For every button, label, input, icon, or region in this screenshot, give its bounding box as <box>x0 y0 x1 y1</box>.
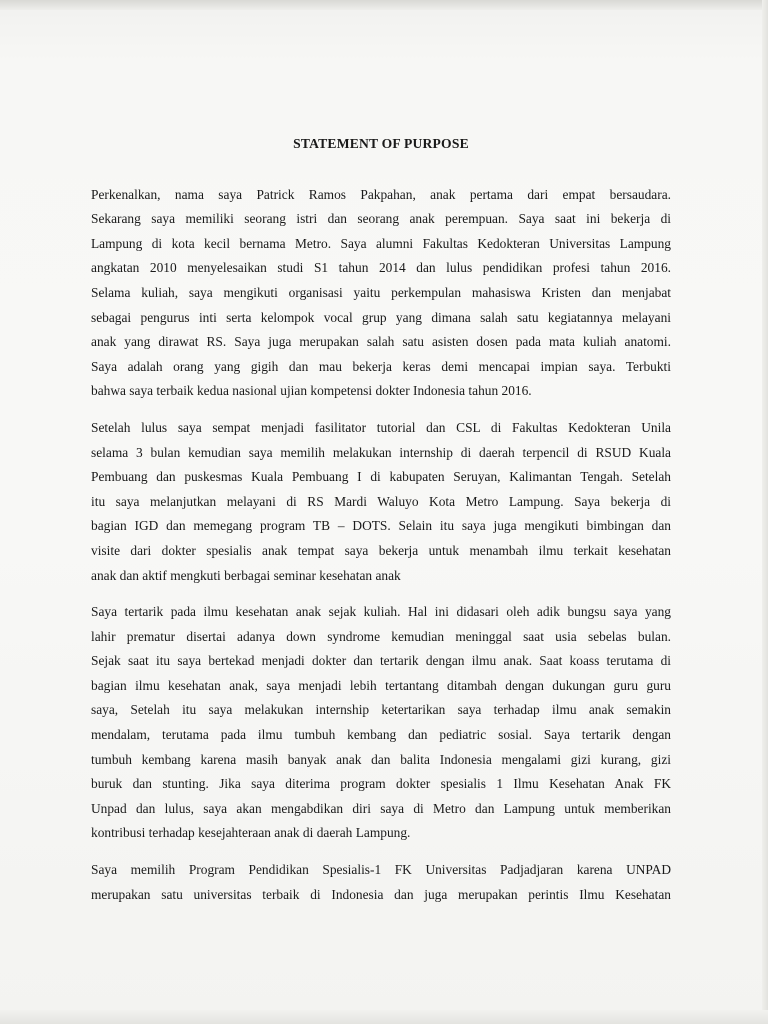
text-line: Setelah lulus saya sempat menjadi fasilitator tutorial dan CSL di Fakultas Kedokteran Unila <box>91 419 671 435</box>
text-line: Unpad dan lulus, saya akan mengabdikan diri saya di Metro dan Lampung untuk memberikan <box>91 800 671 816</box>
text-line: Selama kuliah, saya mengikuti organisasi yaitu perkempulan mahasiswa Kristen dan menjabat <box>91 284 671 300</box>
text-line: Sekarang saya memiliki seorang istri dan seorang anak perempuan. Saya saat ini bekerja di <box>91 211 671 227</box>
text-line: Perkenalkan, nama saya Patrick Ramos Pakpahan, anak pertama dari empat bersaudara. <box>91 186 671 202</box>
document-body <box>91 132 671 919</box>
text-line: Lampung di kota kecil bernama Metro. Saya alumni Fakultas Kedokteran Universitas Lampung <box>91 235 671 251</box>
text-line: lahir prematur disertai adanya down syndrome kemudian meninggal saat usia sebelas bulan. <box>91 628 671 644</box>
text-line: kontribusi terhadap kesejahteraan anak di daerah Lampung. <box>91 825 411 841</box>
text-line: bahwa saya terbaik kedua nasional ujian kompetensi dokter Indonesia tahun 2016. <box>91 383 532 399</box>
text-line: itu saya melanjutkan melayani di RS Mardi Waluyo Kota Metro Lampung. Saya bekerja di <box>91 493 671 509</box>
text-line: Saya adalah orang yang gigih dan mau bekerja keras demi mencapai impian saya. Terbukti <box>91 358 671 374</box>
text-line: bagian ilmu kesehatan anak, saya menjadi lebih tertantang ditambah dengan dukungan guru guru <box>91 677 671 693</box>
paragraph-motivation <box>91 600 671 846</box>
paragraph-work-experience <box>91 416 671 588</box>
text-line: merupakan satu universitas terbaik di Indonesia dan juga merupakan perintis Ilmu Kesehatan <box>91 886 671 902</box>
text-line: Sejak saat itu saya bertekad menjadi dokter dan tertarik dengan ilmu anak. Saat koass terutama di <box>91 653 671 669</box>
text-line: tumbuh kembang karena masih banyak anak dan balita Indonesia mengalami gizi kurang, gizi <box>91 751 671 767</box>
text-line: buruk dan stunting. Jika saya diterima program dokter spesialis 1 Ilmu Kesehatan Anak FK <box>91 776 671 792</box>
text-line: selama 3 bulan kemudian saya memilih melakukan internship di daerah terpencil di RSUD Kuala <box>91 444 671 460</box>
text-line: Saya tertarik pada ilmu kesehatan anak sejak kuliah. Hal ini didasari oleh adik bungsu saya yang <box>91 604 671 620</box>
text-line: bagian IGD dan memegang program TB – DOTS. Selain itu saya juga mengikuti bimbingan dan <box>91 518 671 534</box>
text-line: anak yang dirawat RS. Saya juga merupakan salah satu asisten dosen pada mata kuliah anatomi. <box>91 334 671 350</box>
text-line: Saya memilih Program Pendidikan Spesialis-1 FK Universitas Padjadjaran karena UNPAD <box>91 862 671 878</box>
text-line: sebagai pengurus inti serta kelompok vocal grup yang dimana salah satu kegiatannya melayani <box>91 309 671 325</box>
text-line: anak dan aktif mengkuti berbagai seminar kesehatan anak <box>91 567 401 583</box>
paragraph-introduction <box>91 183 671 404</box>
text-line: mendalam, terutama pada ilmu tumbuh kembang dan pediatric sosial. Saya tertarik dengan <box>91 727 671 743</box>
paper-edge-bottom <box>0 1010 768 1024</box>
text-line: visite dari dokter spesialis anak tempat saya bekerja untuk menambah ilmu terkait kesehatan <box>91 542 671 558</box>
text-line: angkatan 2010 menyelesaikan studi S1 tahun 2014 dan lulus pendidikan profesi tahun 2016. <box>91 260 671 276</box>
paper-edge-right <box>762 0 768 1024</box>
text-line: saya, Setelah itu saya melakukan internship ketertarikan saya terhadap ilmu anak semakin <box>91 702 671 718</box>
text-line: Pembuang dan puskesmas Kuala Pembuang I di kabupaten Seruyan, Kalimantan Tengah. Setelah <box>91 469 671 485</box>
paragraph-program-choice <box>91 858 671 907</box>
paper-edge-top <box>0 0 768 10</box>
document-title: STATEMENT OF PURPOSE <box>293 136 469 151</box>
